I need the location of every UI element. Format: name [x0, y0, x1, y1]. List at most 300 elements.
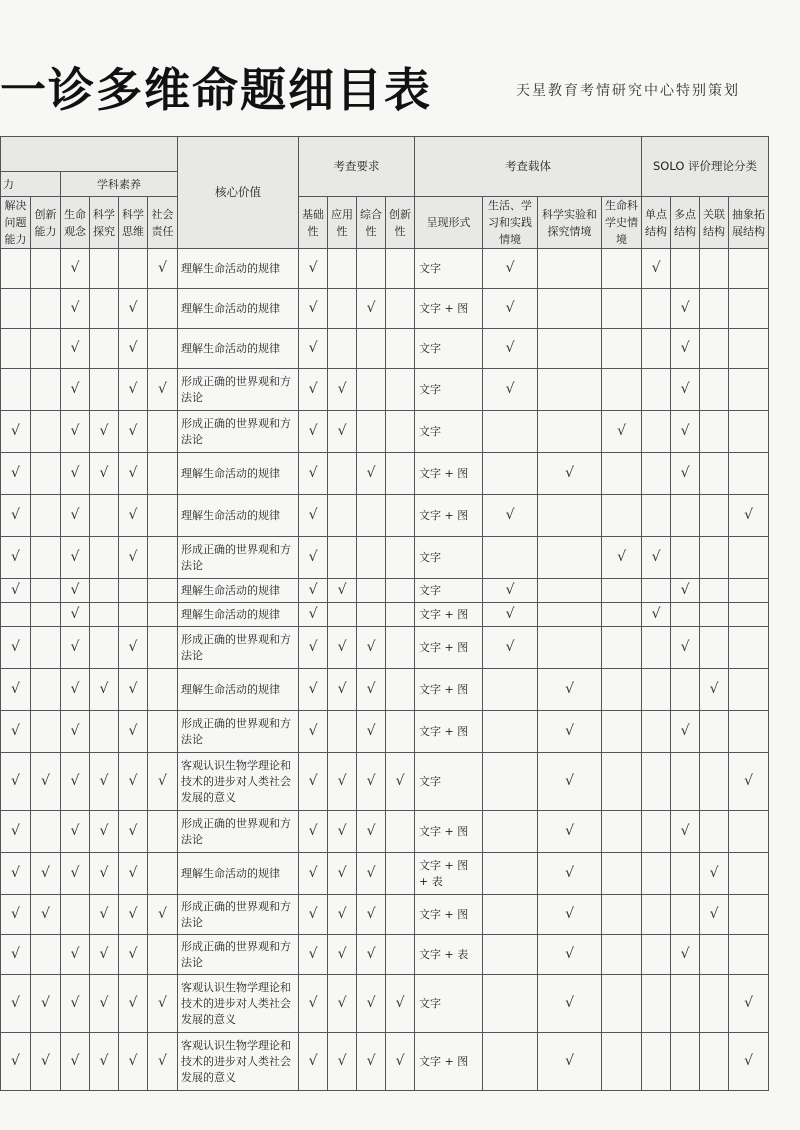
table-row [1, 249, 769, 289]
check-mark-icon: √ [505, 340, 515, 356]
check-mark-icon: √ [99, 1053, 109, 1069]
core-value-cell: 形成正确的世界观和方法论 [178, 811, 299, 853]
table-row [1, 895, 769, 935]
check-mark-icon: √ [11, 639, 20, 655]
check-mark-icon: √ [308, 423, 318, 439]
check-mark-icon: √ [99, 773, 109, 789]
check-cell [386, 329, 415, 369]
check-mark-icon: √ [709, 865, 719, 881]
check-mark-icon: √ [565, 773, 574, 789]
check-mark-icon: √ [99, 681, 109, 697]
check-cell [700, 627, 729, 669]
check-mark-icon: √ [395, 1053, 405, 1069]
check-mark-icon: √ [11, 465, 20, 481]
check-mark-icon: √ [651, 606, 661, 622]
check-cell [1, 935, 31, 975]
check-cell [386, 935, 415, 975]
check-mark-icon: √ [308, 549, 318, 565]
check-cell [642, 853, 671, 895]
check-cell [90, 627, 119, 669]
check-cell [357, 895, 386, 935]
check-cell [31, 369, 61, 411]
check-mark-icon: √ [70, 823, 80, 839]
check-cell [700, 811, 729, 853]
check-cell [671, 935, 700, 975]
form-cell: 文字 + 图 [415, 627, 483, 669]
form-cell: 文字 + 图 [415, 811, 483, 853]
check-cell [483, 753, 538, 811]
check-cell [119, 289, 148, 329]
check-cell [299, 537, 328, 579]
check-cell [1, 753, 31, 811]
check-mark-icon: √ [308, 906, 318, 922]
check-mark-icon: √ [128, 423, 138, 439]
check-cell [299, 329, 328, 369]
check-cell [119, 853, 148, 895]
check-cell [357, 369, 386, 411]
specification-table [0, 136, 769, 1091]
check-cell [299, 249, 328, 289]
check-mark-icon: √ [744, 1053, 753, 1069]
check-cell [90, 495, 119, 537]
check-cell [386, 249, 415, 289]
check-cell [729, 753, 769, 811]
check-cell [538, 669, 602, 711]
check-mark-icon: √ [709, 681, 719, 697]
check-cell [119, 603, 148, 627]
check-cell [90, 669, 119, 711]
check-cell [31, 495, 61, 537]
check-cell [31, 811, 61, 853]
page-subtitle: 天星教育考情研究中心特别策划 [516, 83, 740, 99]
check-cell [61, 495, 90, 537]
check-cell [642, 811, 671, 853]
check-cell [642, 753, 671, 811]
check-mark-icon: √ [70, 995, 80, 1011]
check-cell [299, 453, 328, 495]
check-cell [328, 453, 357, 495]
check-cell [602, 811, 642, 853]
check-cell [357, 811, 386, 853]
check-mark-icon: √ [70, 582, 80, 598]
form-cell: 文字 + 图 + 表 [415, 853, 483, 895]
check-cell [148, 811, 178, 853]
check-cell [61, 289, 90, 329]
check-cell [31, 669, 61, 711]
check-cell [357, 975, 386, 1033]
check-cell [61, 853, 90, 895]
check-cell [483, 627, 538, 669]
check-mark-icon: √ [617, 549, 626, 565]
check-cell [671, 627, 700, 669]
check-mark-icon: √ [505, 606, 515, 622]
check-mark-icon: √ [366, 723, 376, 739]
header-subcol: 呈现形式 [415, 197, 483, 249]
check-cell [90, 537, 119, 579]
check-cell [90, 895, 119, 935]
check-mark-icon: √ [128, 773, 138, 789]
table-body [1, 249, 769, 1091]
check-cell [602, 753, 642, 811]
header-ability: 力 [1, 172, 61, 197]
check-mark-icon: √ [505, 582, 515, 598]
check-mark-icon: √ [308, 582, 318, 598]
check-mark-icon: √ [366, 681, 376, 697]
check-cell [602, 329, 642, 369]
check-cell [602, 453, 642, 495]
check-cell [299, 711, 328, 753]
check-mark-icon: √ [337, 906, 347, 922]
check-cell [386, 369, 415, 411]
form-cell: 文字 + 图 [415, 669, 483, 711]
check-cell [119, 975, 148, 1033]
core-value-cell: 理解生命活动的规律 [178, 579, 299, 603]
header-subcol: 生活、学习和实践情境 [483, 197, 538, 249]
check-cell [729, 329, 769, 369]
table-row [1, 853, 769, 895]
check-mark-icon: √ [680, 465, 690, 481]
check-cell [61, 369, 90, 411]
check-mark-icon: √ [565, 906, 574, 922]
table-row [1, 753, 769, 811]
check-mark-icon: √ [744, 773, 753, 789]
table-row [1, 627, 769, 669]
check-mark-icon: √ [128, 340, 138, 356]
check-mark-icon: √ [99, 995, 109, 1011]
check-cell [90, 453, 119, 495]
check-cell [386, 853, 415, 895]
check-cell [671, 853, 700, 895]
check-mark-icon: √ [11, 823, 20, 839]
form-cell: 文字 [415, 975, 483, 1033]
check-cell [61, 329, 90, 369]
check-mark-icon: √ [505, 260, 515, 276]
check-cell [483, 537, 538, 579]
check-cell [602, 627, 642, 669]
check-mark-icon: √ [680, 823, 690, 839]
check-cell [729, 975, 769, 1033]
check-cell [729, 495, 769, 537]
check-mark-icon: √ [565, 681, 574, 697]
check-mark-icon: √ [70, 549, 80, 565]
check-mark-icon: √ [308, 681, 318, 697]
check-cell [729, 1033, 769, 1091]
check-mark-icon: √ [565, 1053, 574, 1069]
check-mark-icon: √ [41, 865, 50, 881]
check-cell [1, 453, 31, 495]
core-value-cell: 理解生命活动的规律 [178, 495, 299, 537]
table-row [1, 537, 769, 579]
check-cell [729, 453, 769, 495]
check-cell [119, 895, 148, 935]
core-value-cell: 客观认识生物学理论和技术的进步对人类社会发展的意义 [178, 753, 299, 811]
form-cell: 文字 + 图 [415, 289, 483, 329]
check-cell [90, 711, 119, 753]
check-cell [700, 603, 729, 627]
check-cell [700, 711, 729, 753]
check-mark-icon: √ [709, 906, 719, 922]
core-value-cell: 形成正确的世界观和方法论 [178, 711, 299, 753]
check-mark-icon: √ [70, 260, 80, 276]
check-cell [671, 975, 700, 1033]
check-cell [299, 811, 328, 853]
check-cell [31, 753, 61, 811]
check-mark-icon: √ [680, 340, 690, 356]
check-mark-icon: √ [128, 906, 138, 922]
form-cell: 文字 + 表 [415, 935, 483, 975]
check-cell [148, 711, 178, 753]
check-mark-icon: √ [744, 507, 753, 523]
check-cell [328, 249, 357, 289]
check-cell [386, 537, 415, 579]
check-cell [328, 411, 357, 453]
check-cell [642, 369, 671, 411]
check-mark-icon: √ [70, 639, 80, 655]
core-value-cell: 理解生命活动的规律 [178, 603, 299, 627]
check-mark-icon: √ [308, 465, 318, 481]
check-cell [148, 453, 178, 495]
check-cell [357, 753, 386, 811]
check-mark-icon: √ [337, 823, 347, 839]
check-cell [90, 975, 119, 1033]
check-mark-icon: √ [308, 639, 318, 655]
check-cell [1, 853, 31, 895]
check-cell [148, 935, 178, 975]
check-cell [483, 975, 538, 1033]
check-mark-icon: √ [680, 723, 690, 739]
check-cell [148, 975, 178, 1033]
check-cell [31, 711, 61, 753]
check-mark-icon: √ [366, 773, 376, 789]
check-cell [642, 453, 671, 495]
check-cell [700, 579, 729, 603]
check-mark-icon: √ [128, 681, 138, 697]
header-subcol: 应用性 [328, 197, 357, 249]
check-mark-icon: √ [308, 946, 318, 962]
check-mark-icon: √ [70, 606, 80, 622]
check-cell [483, 495, 538, 537]
check-cell [61, 711, 90, 753]
check-mark-icon: √ [128, 549, 138, 565]
check-cell [386, 811, 415, 853]
check-cell [148, 1033, 178, 1091]
check-cell [700, 249, 729, 289]
check-mark-icon: √ [308, 340, 318, 356]
check-cell [1, 579, 31, 603]
check-cell [299, 895, 328, 935]
table-row [1, 329, 769, 369]
check-cell [328, 853, 357, 895]
check-cell [119, 453, 148, 495]
check-cell [729, 811, 769, 853]
check-mark-icon: √ [128, 823, 138, 839]
check-cell [729, 627, 769, 669]
check-mark-icon: √ [651, 549, 661, 565]
check-mark-icon: √ [128, 465, 138, 481]
check-mark-icon: √ [505, 300, 515, 316]
check-cell [299, 603, 328, 627]
table-row [1, 669, 769, 711]
check-cell [671, 669, 700, 711]
check-mark-icon: √ [744, 995, 753, 1011]
check-cell [538, 249, 602, 289]
header-subcol: 解决问题能力 [1, 197, 31, 249]
check-cell [483, 811, 538, 853]
check-mark-icon: √ [366, 995, 376, 1011]
header-subcol: 多点结构 [671, 197, 700, 249]
check-cell [386, 669, 415, 711]
check-cell [90, 289, 119, 329]
check-mark-icon: √ [337, 381, 347, 397]
check-mark-icon: √ [565, 465, 574, 481]
check-cell [148, 329, 178, 369]
check-mark-icon: √ [366, 865, 376, 881]
check-cell [1, 249, 31, 289]
check-cell [671, 329, 700, 369]
check-cell [357, 537, 386, 579]
core-value-cell: 理解生命活动的规律 [178, 289, 299, 329]
check-cell [61, 249, 90, 289]
check-mark-icon: √ [337, 865, 347, 881]
form-cell: 文字 [415, 249, 483, 289]
check-cell [299, 495, 328, 537]
check-mark-icon: √ [11, 1053, 20, 1069]
check-cell [1, 329, 31, 369]
check-mark-icon: √ [337, 995, 347, 1011]
check-cell [386, 495, 415, 537]
check-mark-icon: √ [11, 582, 20, 598]
check-cell [602, 669, 642, 711]
check-mark-icon: √ [70, 340, 80, 356]
check-cell [90, 411, 119, 453]
check-mark-icon: √ [11, 995, 20, 1011]
check-cell [90, 1033, 119, 1091]
check-cell [119, 249, 148, 289]
check-cell [483, 453, 538, 495]
header-top-left [1, 137, 178, 172]
check-mark-icon: √ [565, 865, 574, 881]
check-mark-icon: √ [70, 1053, 80, 1069]
check-cell [642, 289, 671, 329]
check-cell [671, 603, 700, 627]
check-cell [357, 289, 386, 329]
header-subcol: 关联结构 [700, 197, 729, 249]
check-cell [90, 811, 119, 853]
check-cell [119, 711, 148, 753]
check-cell [642, 895, 671, 935]
check-cell [90, 603, 119, 627]
form-cell: 文字 + 图 [415, 453, 483, 495]
check-cell [729, 249, 769, 289]
header-subcol: 生命科学史情境 [602, 197, 642, 249]
check-cell [328, 935, 357, 975]
check-cell [602, 537, 642, 579]
check-mark-icon: √ [70, 681, 80, 697]
check-mark-icon: √ [158, 381, 167, 397]
check-cell [538, 1033, 602, 1091]
check-cell [357, 935, 386, 975]
check-cell [642, 603, 671, 627]
check-cell [483, 289, 538, 329]
check-cell [31, 537, 61, 579]
check-cell [483, 411, 538, 453]
check-mark-icon: √ [11, 423, 20, 439]
check-cell [538, 895, 602, 935]
check-cell [299, 853, 328, 895]
check-cell [357, 627, 386, 669]
check-cell [328, 711, 357, 753]
header-subcol: 科学思维 [119, 197, 148, 249]
check-cell [328, 669, 357, 711]
check-mark-icon: √ [70, 381, 80, 397]
check-cell [671, 249, 700, 289]
check-cell [328, 329, 357, 369]
check-mark-icon: √ [308, 606, 318, 622]
check-mark-icon: √ [505, 507, 515, 523]
check-cell [386, 603, 415, 627]
check-cell [61, 1033, 90, 1091]
check-mark-icon: √ [366, 465, 376, 481]
check-cell [671, 753, 700, 811]
check-mark-icon: √ [11, 906, 20, 922]
check-cell [357, 495, 386, 537]
check-cell [61, 935, 90, 975]
check-mark-icon: √ [11, 865, 20, 881]
check-cell [671, 579, 700, 603]
form-cell: 文字 + 图 [415, 495, 483, 537]
check-mark-icon: √ [337, 582, 347, 598]
table-row [1, 289, 769, 329]
header-core-value: 核心价值 [178, 137, 299, 249]
check-cell [729, 711, 769, 753]
check-cell [328, 537, 357, 579]
check-cell [61, 603, 90, 627]
check-cell [148, 411, 178, 453]
check-cell [386, 453, 415, 495]
check-cell [119, 495, 148, 537]
check-cell [357, 669, 386, 711]
core-value-cell: 客观认识生物学理论和技术的进步对人类社会发展的意义 [178, 975, 299, 1033]
check-mark-icon: √ [128, 995, 138, 1011]
check-cell [119, 369, 148, 411]
check-cell [61, 537, 90, 579]
check-mark-icon: √ [565, 723, 574, 739]
check-cell [1, 711, 31, 753]
check-mark-icon: √ [128, 865, 138, 881]
check-mark-icon: √ [308, 723, 318, 739]
check-mark-icon: √ [505, 639, 515, 655]
check-cell [642, 627, 671, 669]
check-cell [483, 895, 538, 935]
check-cell [642, 975, 671, 1033]
check-mark-icon: √ [158, 773, 167, 789]
check-cell [642, 711, 671, 753]
check-mark-icon: √ [337, 773, 347, 789]
check-cell [90, 369, 119, 411]
check-cell [1, 1033, 31, 1091]
check-cell [700, 1033, 729, 1091]
core-value-cell: 形成正确的世界观和方法论 [178, 895, 299, 935]
check-cell [671, 811, 700, 853]
check-cell [61, 669, 90, 711]
core-value-cell: 形成正确的世界观和方法论 [178, 411, 299, 453]
table-row [1, 579, 769, 603]
check-cell [31, 329, 61, 369]
header-subcol: 抽象拓展结构 [729, 197, 769, 249]
check-mark-icon: √ [565, 823, 574, 839]
check-cell [31, 853, 61, 895]
check-cell [386, 711, 415, 753]
